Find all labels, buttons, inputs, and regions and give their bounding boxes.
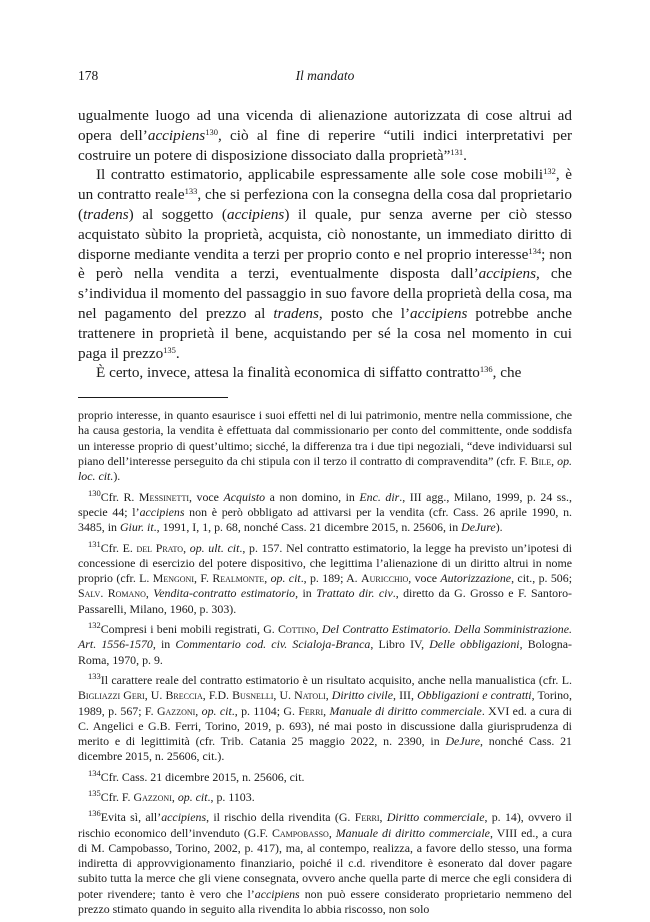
page-header xyxy=(78,68,572,88)
footnote-continuation: proprio interesse, in quanto esaurisce i suoi effetti nel di lui patrimonio, mentre nella commissione, che ha causa gestoria, la vendita è effettuata dal commissionario per conto del committente, onde soddisfa un interesse proprio di quest’ultimo; sicché, la differenza tra i due tipi negoziali, “deve individuarsi sul piano dell’interesse perseguito da chi stipula con il terzo il contratto di compravendita” (cfr. F. Bile, op. loc. cit.). xyxy=(78,408,573,484)
page-number: 178 xyxy=(78,68,99,83)
footnote-ref-131: 131 xyxy=(450,146,464,157)
body-paragraph-1: ugualmente luogo ad una vicenda di alienazione autorizzata di cose altrui ad opera dell’accipiens$^{130}$, ciò al fine di reperire “utili indici interpretativi per costruire un potere di disposizione dissociato dalla proprietà”$^{131}$. xyxy=(78,107,573,164)
footnote-ref-133: 133 xyxy=(184,186,198,197)
footnote-130: $^{130}$Cfr. R. Messinetti, voce Acquisto a non domino, in Enc. dir., III agg., Milano, 1999, p. 24 ss., specie 44; l’accipiens non è però obbligato ad attivarsi per la vendita (cfr. Cass. 26 aprile 1990, n. 3485, in Giur. it., 1991, I, 1, p. 68, nonché Cass. 21 dicembre 2015, n. 25606, in DeJure). xyxy=(78,487,572,535)
footnote-ref-132: 132 xyxy=(543,166,556,177)
footnote-divider xyxy=(78,397,228,398)
footnote-ref-136: 136 xyxy=(479,364,493,375)
footnote-ref-135: 135 xyxy=(163,344,176,355)
footnotes xyxy=(78,408,572,917)
footnote-ref-134: 134 xyxy=(528,245,542,256)
running-title: Il mandato xyxy=(295,68,355,83)
main-text xyxy=(78,106,572,383)
footnote-131: $^{131}$Cfr. E. del Prato, op. ult. cit., p. 157. Nel contratto estimatorio, la legge ha previsto un’ipotesi di concessione di esercizio del potere dispositivo, che legittima l’alienazione di un diritto altrui in nome proprio (cfr. L. Mengoni, F. Realmonte, op. cit., p. 189; A. Auricchio, voce Autorizzazione, cit., p. 506; Salv. Romano, Vendita-contratto estimatorio, in Trattato dir. civ., diretto da G. Grosso e F. Santoro-Passarelli, Milano, 1960, p. 303). xyxy=(78,538,573,616)
body-paragraph-3: È certo, invece, attesa la finalità economica di siffatto contratto$^{136}$, che xyxy=(96,364,522,382)
footnote-133: $^{133}$Il carattere reale del contratto estimatorio è un risultato acquisito, anche nella manualistica (cfr. L. Bigliazzi Geri, U. Breccia, F.D. Busnelli, U. Natoli, Diritto civile, III, Obbligazioni e contratti, Torino, 1989, p. 567; F. Gazzoni, op. cit., p. 1104; G. Ferri, Manuale di diritto commerciale. XVI ed. a cura di C. Angelici e G.B. Ferri, Torino, 2019, p. 693), né mai posto in discussione dalla giurisprudenza di merito e di legittimità (cfr. Trib. Catania 25 maggio 2022, n. 2390, in DeJure, nonché Cass. 21 dicembre 2015, n. 25606, cit.). xyxy=(78,670,572,764)
footnote-135: $^{135}$Cfr. F. Gazzoni, op. cit., p. 1103. xyxy=(88,787,255,804)
footnote-134: $^{134}$Cfr. Cass. 21 dicembre 2015, n. 25606, cit. xyxy=(88,767,305,784)
footnote-132: $^{132}$Compresi i beni mobili registrati, G. Cottino, Del Contratto Estimatorio. Della Somministrazione. Art. 1556-1570, in Commentario cod. civ. Scialoja-Branca, Libro IV, Delle obbligazioni, Bologna-Roma, 1970, p. 9. xyxy=(78,620,572,667)
body-paragraph-2: Il contratto estimatorio, applicabile espressamente alle sole cose mobili$^{132}$, è un contratto reale$^{133}$, che si perfeziona con la consegna della cosa dal proprietario (tradens) al soggetto (accipiens) il quale, pur senza averne per ciò stesso acquistato sùbito la proprietà, acquista, ciò nonostante, un immediato diritto di disporne mediante vendita a terzi per proprio conto e nel proprio interesse$^{134}$; non è però nella vendita a terzi, eventualmente disposta dall’accipiens, che s’individua il momento del passaggio in suo favore della proprietà della cosa, ma nel pagamento del prezzo al tradens, posto che l’accipiens potrebbe anche trattenere in proprietà il bene, acquistando per sé la cosa nel momento in cui paga il prezzo$^{135}$. xyxy=(78,166,573,362)
footnote-136: $^{136}$Evita sì, all’accipiens, il rischio della rivendita (G. Ferri, Diritto commerciale, p. 14), ovvero il rischio economico dell’invenduto (G.F. Campobasso, Manuale di diritto commerciale, VIII ed., a cura di M. Campobasso, Torino, 2002, p. 417), ma, al contempo, realizza, a favore dello stesso, una forma indiretta di approvvigionamento finanziario, poiché il c.d. rivenditore è esonerato dal dover pagare subito tutta la merce che gli viene consegnata, ovvero anche quella parte di merce che egli considera di poter rivendere; tanto è vero che l’accipiens non può essere considerato proprietario nemmeno del prezzo stimato quando in seguito alla rivendita lo abbia riscosso, non solo xyxy=(78,808,573,917)
book-page xyxy=(78,68,572,922)
footnote-ref-130: 130 xyxy=(205,126,218,137)
